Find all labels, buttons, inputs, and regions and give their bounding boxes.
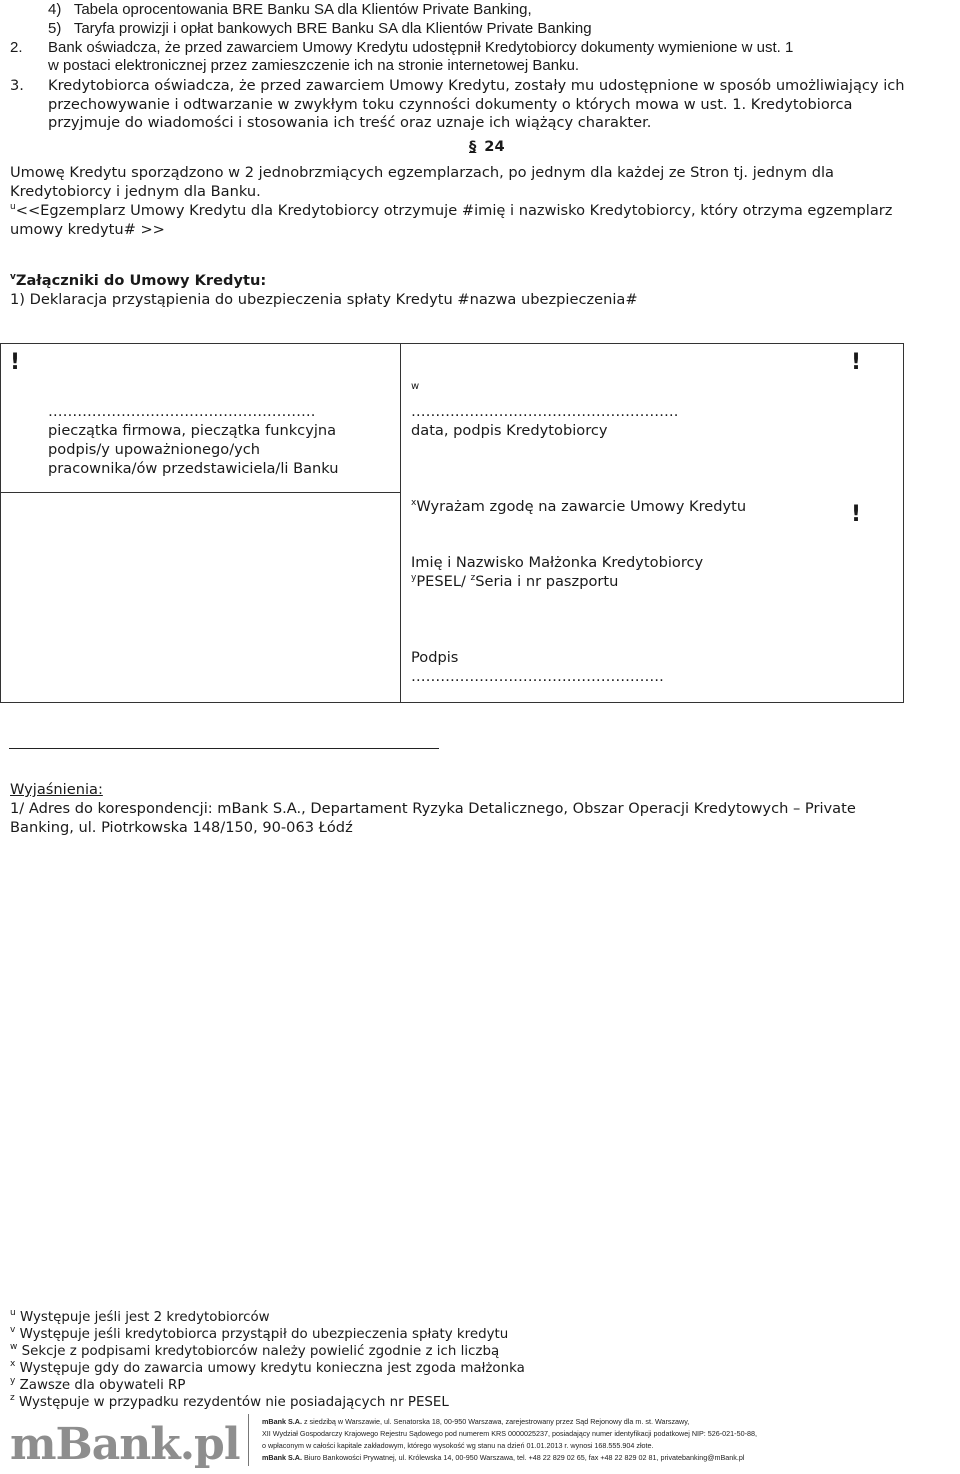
spouse-name-label: Imię i Nazwisko Małżonka Kredytobiorcy [411, 554, 704, 571]
attachment-item-1: 1) Deklaracja przystąpienia do ubezpieczenia spłaty Kredytu #nazwa ubezpieczenia# [10, 291, 638, 308]
list-item-5: 5) Taryfa prowizji i opłat bankowych BRE Banku SA dla Klientów Private Banking [48, 20, 592, 37]
footer-line-4 [262, 1452, 744, 1464]
footnote-u-text: Występuje jeśli jest 2 kredytobiorców [15, 1310, 270, 1325]
attachments-heading [10, 272, 266, 290]
footnote-w [10, 1343, 499, 1360]
footnote-x [10, 1360, 525, 1377]
para-3-line-1: Kredytobiorca oświadcza, że przed zawarciem Umowy Kredytu, zostały mu udostępnione w sposób umożliwiający ich [48, 77, 905, 94]
bank-signature-dots: ………………………………………………. [48, 403, 316, 420]
exclamation-mark-right-bottom: ! [851, 502, 862, 527]
footnote-mark-v: v [10, 272, 16, 282]
footer-bank-name-2: mBank S.A. [262, 1453, 302, 1462]
para-2-number: 2. [10, 39, 23, 56]
footnote-x-text: Występuje gdy do zawarcia umowy kredytu konieczna jest zgoda małżonka [15, 1361, 525, 1376]
footnote-z [10, 1394, 449, 1411]
footnote-u-mark: u [10, 1308, 16, 1318]
para-3-line-3: przyjmuje do wiadomości i stosowania ich treść oraz uznaje ich wiążący charakter. [48, 114, 652, 131]
list-item-4: 4) Tabela oprocentowania BRE Banku SA dla Klientów Private Banking, [48, 1, 532, 18]
footnote-u [10, 1309, 270, 1326]
footer-line-2: XII Wydział Gospodarczy Krajowego Rejestru Sądowego pod numerem KRS 0000025237, posiadający numer identyfikacji podatkowej NIP: 526-021-50-88, [262, 1429, 757, 1438]
copy-note-line-1 [10, 202, 892, 220]
footnote-mark-z: z [470, 573, 476, 583]
section-number: 24 [484, 138, 505, 155]
signature-table [0, 343, 904, 703]
footer-bank-name-1: mBank S.A. [262, 1417, 302, 1426]
footer-line-3: o wpłaconym w całości kapitale zakładowym, którego wysokość wg stanu na dzień 01.01.2013 r. wynosi 168.555.904 złote. [262, 1441, 654, 1450]
section-heading [469, 138, 505, 156]
copy-note-line-2: umowy kredytu# >> [10, 221, 165, 238]
spouse-consent [411, 497, 746, 516]
footnote-w-text: Sekcje z podpisami kredytobiorców należy powielić zgodnie z ich liczbą [17, 1344, 500, 1359]
spouse-signature-label: Podpis [411, 649, 459, 666]
footnote-mark-y: y [411, 573, 417, 583]
pesel-label: PESEL/ [416, 573, 471, 590]
footnote-z-text: Występuje w przypadku rezydentów nie posiadających nr PESEL [14, 1395, 449, 1410]
table-divider-horizontal [1, 492, 400, 493]
footer-separator [248, 1414, 249, 1466]
bank-signature-caption-2: podpis/y upoważnionego/ych [48, 441, 261, 458]
bank-signature-caption-1: pieczątka firmowa, pieczątka funkcyjna [48, 422, 337, 439]
footer-line-1-text: z siedzibą w Warszawie, ul. Senatorska 18, 00-950 Warszawa, zarejestrowany przez Sąd Rejonowy dla m. st. Warszawy, [301, 1417, 690, 1426]
footnote-v [10, 1326, 508, 1343]
copies-line-1: Umowę Kredytu sporządzono w 2 jednobrzmiących egzemplarzach, po jednym dla każdej ze Stron tj. jednym dla [10, 164, 834, 181]
footnote-separator [9, 748, 439, 749]
attachments-heading-text: Załączniki do Umowy Kredytu: [15, 272, 267, 289]
footer-line-1 [262, 1416, 689, 1428]
exclamation-mark-left: ! [10, 350, 21, 375]
bank-signature-caption-3: pracownika/ów przedstawiciela/li Banku [48, 460, 339, 477]
para-3-line-2: przechowywanie i odtwarzanie w zwykłym toku czynności dokumenty o których mowa w ust. 1. Kredytobiorca [48, 96, 853, 113]
client-signature-caption: data, podpis Kredytobiorcy [411, 422, 608, 439]
copy-note-text: <<Egzemplarz Umowy Kredytu dla Kredytobiorcy otrzymuje #imię i nazwisko Kredytobiorcy, który otrzyma egzemplarz [15, 202, 893, 219]
para-2-line-1: Bank oświadcza, że przed zawarciem Umowy Kredytu udostępnił Kredytobiorcy dokumenty wymienione w ust. 1 [48, 39, 794, 56]
mbank-logo: mBank.pl [10, 1419, 240, 1470]
footnote-y [10, 1377, 185, 1394]
footnote-v-text: Występuje jeśli kredytobiorca przystąpił do ubezpieczenia spłaty kredytu [15, 1327, 509, 1342]
para-3-number: 3. [10, 77, 24, 94]
footnote-mark-x: x [411, 498, 417, 508]
footnote-z-mark: z [10, 1393, 15, 1403]
footnote-y-text: Zawsze dla obywateli RP [15, 1378, 186, 1393]
table-divider-vertical [400, 344, 401, 702]
para-2-line-2: w postaci elektronicznej przez zamieszczenie ich na stronie internetowej Banku. [48, 57, 580, 74]
explanations-line-1: 1/ Adres do korespondencji: mBank S.A., Departament Ryzyka Detalicznego, Obszar Operacji Kredytowych – Private [10, 800, 856, 817]
spouse-consent-text: Wyrażam zgodę na zawarcie Umowy Kredytu [416, 498, 747, 515]
passport-label: Seria i nr paszportu [475, 573, 619, 590]
client-signature-dots: ………………………………………………. [411, 403, 679, 420]
spouse-signature-dots: ……………………………………………. [411, 668, 664, 685]
explanations-heading: Wyjaśnienia: [10, 781, 103, 798]
spouse-id-label [411, 572, 618, 591]
explanations-line-2: Banking, ul. Piotrkowska 148/150, 90-063 Łódź [10, 819, 353, 836]
section-symbol: § [469, 138, 477, 155]
footnote-x-mark: x [10, 1359, 16, 1369]
footnote-w-mark: w [10, 1342, 18, 1352]
footnote-y-mark: y [10, 1376, 16, 1386]
footnote-mark-w: w [411, 381, 420, 392]
exclamation-mark-right-top: ! [851, 350, 862, 375]
copies-line-2: Kredytobiorcy i jednym dla Banku. [10, 183, 261, 200]
footnote-mark-u: u [10, 202, 16, 212]
footnote-v-mark: v [10, 1325, 16, 1335]
footer-line-4-text: Biuro Bankowości Prywatnej, ul. Królewska 14, 00-950 Warszawa, tel. +48 22 829 02 65, fax +48 22 829 02 81, privatebanking@mBank.pl [301, 1453, 745, 1462]
